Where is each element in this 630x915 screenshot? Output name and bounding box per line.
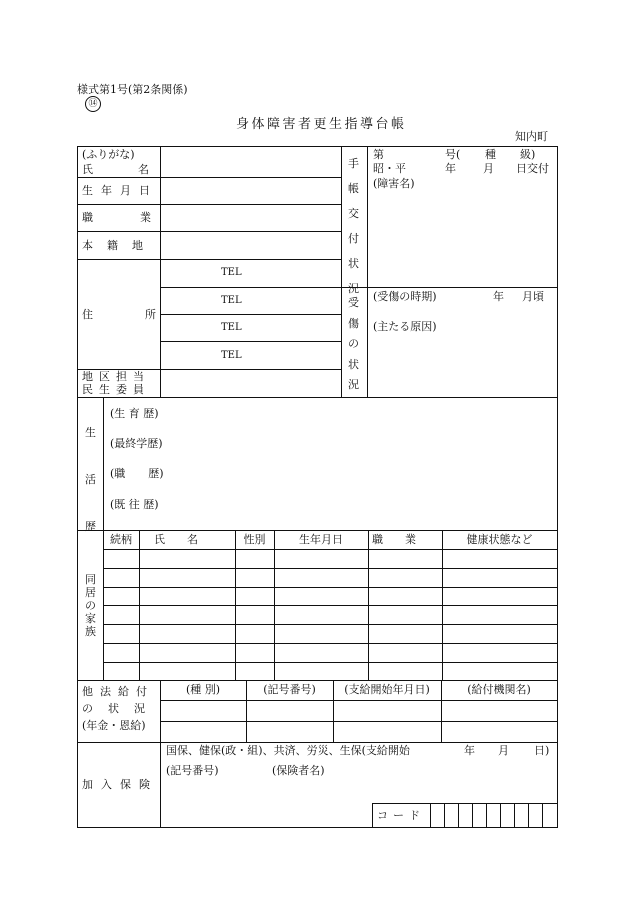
name-label — [82, 163, 194, 176]
insurance-day: 日) — [534, 744, 550, 757]
work-history-label-b: 歴) — [148, 467, 164, 480]
other-benefits-header-agency: (給付機関名) — [467, 683, 531, 696]
handbook-grade-label: 種 — [485, 148, 496, 161]
handbook-grade-suffix: 級) — [520, 148, 536, 161]
other-benefits-label-3: (年金・恩給) — [82, 719, 146, 732]
insurance-month: 月 — [498, 744, 509, 757]
birthdate-label: 生年月日 — [82, 184, 158, 197]
address-label: 住所 — [82, 308, 208, 321]
handbook-number-suffix: 号( — [445, 148, 461, 161]
injury-year: 年 — [493, 290, 504, 303]
upbringing-label: (生 育 歴) — [110, 407, 159, 420]
handbook-year: 年 — [445, 162, 456, 175]
other-benefits-label-2: の状況 — [82, 702, 160, 715]
family-header-birthdate: 生年月日 — [299, 533, 343, 546]
other-benefits-header-type: (種 別) — [185, 683, 221, 696]
family-header-occupation: 職業 — [372, 533, 438, 546]
occupation-label: 職業 — [82, 211, 198, 224]
handbook-number-prefix: 第 — [373, 148, 384, 161]
family-vertical-label: 同居の家族 — [85, 573, 96, 638]
family-header-relation: 続柄 — [110, 533, 132, 546]
family-header-sex: 性別 — [243, 533, 266, 546]
education-label: (最終学歴) — [110, 437, 163, 450]
life-history-vertical-label: 生活歴 — [85, 426, 96, 533]
insurance-year: 年 — [464, 744, 475, 757]
insurance-insurer-name: (保険者名) — [272, 764, 325, 777]
tel-label-1: TEL — [221, 267, 242, 278]
insurance-label: 加入保険 — [82, 778, 158, 791]
other-benefits-header-number: (記号番号) — [263, 683, 316, 696]
other-benefits-label-1: 他法給付 — [82, 685, 154, 698]
handbook-vertical-label: 手帳交付状況 — [348, 157, 359, 295]
handbook-issued: 日交付 — [516, 162, 549, 175]
municipality: 知内町 — [515, 130, 548, 143]
furigana-label: (ふりがな) — [82, 148, 135, 161]
work-history-label-a: (職 — [110, 467, 126, 480]
handbook-era: 昭・平 — [373, 162, 406, 175]
other-benefits-header-start: (支給開始年月日) — [344, 683, 430, 696]
handbook-disability-name: (障害名) — [373, 177, 415, 190]
injury-cause-label: (主たる原因) — [373, 320, 437, 333]
medical-history-label: (既 往 歴) — [110, 498, 159, 511]
domicile-label: 本籍地 — [82, 239, 157, 252]
handbook-month: 月 — [483, 162, 494, 175]
seal-mark-icon: ⑭ — [85, 96, 101, 112]
page-title: 身体障害者更生指導台帳 — [236, 117, 407, 132]
district-officer-label-2: 民生委員 — [82, 383, 150, 396]
district-officer-label-1: 地区担当 — [82, 370, 150, 383]
insurance-types: 国保、健保(政・組)、共済、労災、生保(支給開始 — [166, 744, 410, 757]
injury-time-label: (受傷の時期) — [373, 290, 437, 303]
tel-label-2: TEL — [221, 295, 242, 306]
name-label-text: 氏名 — [82, 163, 194, 176]
family-header-health: 健康状態など — [466, 533, 533, 546]
injury-month-approx: 月頃 — [522, 290, 544, 303]
form-number: 様式第1号(第2条関係) — [77, 83, 188, 96]
injury-vertical-label: 受傷の状況 — [348, 296, 359, 391]
insurance-code-label: コード — [377, 809, 425, 822]
family-header-name: 氏名 — [154, 533, 220, 546]
tel-label-3: TEL — [221, 322, 242, 333]
work-history-label — [110, 468, 164, 479]
tel-label-4: TEL — [221, 350, 242, 361]
insurance-symbol-number: (記号番号) — [166, 764, 219, 777]
